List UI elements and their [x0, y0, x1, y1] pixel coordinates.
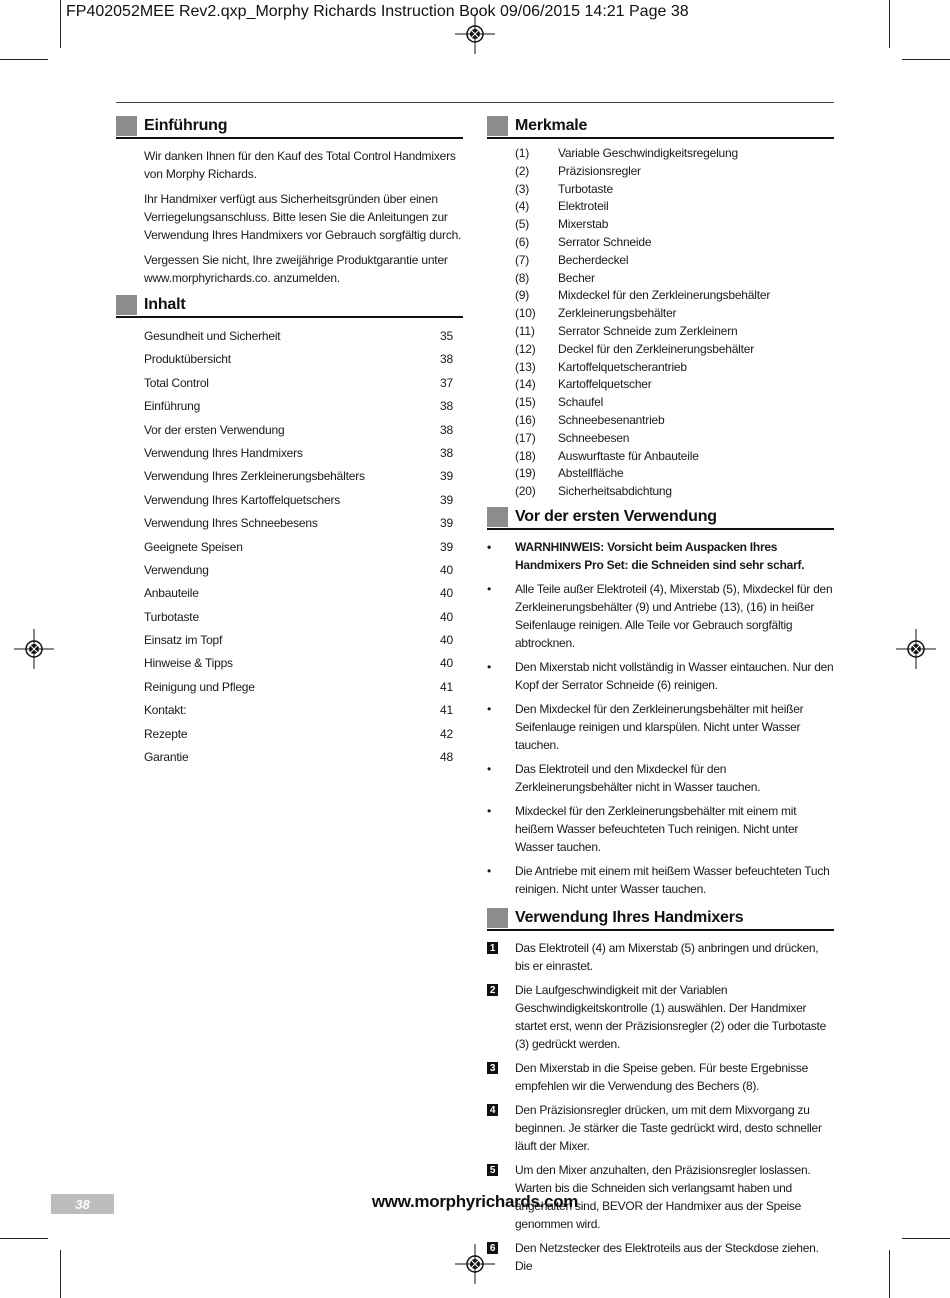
- registration-mark-icon: [896, 629, 936, 669]
- list-item: [487, 658, 834, 694]
- bullet-icon: •: [487, 581, 491, 596]
- section-title: Inhalt: [144, 296, 186, 313]
- step-number: 4: [487, 1104, 498, 1116]
- step-text: Den Mixerstab in die Speise geben. Für beste Ergebnisse empfehlen wir die Verwendung des Bechers (8).: [515, 1060, 809, 1093]
- intro-paragraph: Vergessen Sie nicht, Ihre zweijährige Produktgarantie unter www.morphyrichards.co. anzumelden.: [144, 253, 448, 285]
- step-text: Den Netzstecker des Elektroteils aus der Steckdose ziehen. Die: [515, 1240, 819, 1273]
- bullet-text: Den Mixerstab nicht vollständig in Wasser eintauchen. Nur den Kopf der Serrator Schneide (6) reinigen.: [515, 659, 834, 692]
- toc-label: Gesundheit und Sicherheit: [144, 329, 281, 343]
- bullet-icon: •: [487, 761, 491, 776]
- crop-mark: [0, 1238, 48, 1239]
- intro-paragraph: Wir danken Ihnen für den Kauf des Total Control Handmixers von Morphy Richards.: [144, 149, 456, 181]
- feature-row: [487, 431, 834, 449]
- toc-page: 38: [440, 422, 453, 437]
- heading-marker: [487, 908, 508, 928]
- toc-page: 38: [440, 399, 453, 414]
- toc-label: Hinweise & Tipps: [144, 656, 233, 671]
- toc-row: [116, 420, 463, 443]
- list-item: [487, 760, 834, 796]
- toc-label: Reinigung und Pflege: [144, 679, 255, 694]
- toc-page: 39: [440, 469, 453, 484]
- bullet-text: Mixdeckel für den Zerkleinerungsbehälter mit einem mit heißem Wasser befeuchteten Tuch reinigen. Nicht unter Wasser tauchen.: [515, 803, 799, 854]
- heading-marker: [487, 507, 508, 527]
- bullet-icon: •: [487, 803, 491, 818]
- feature-row: [487, 324, 834, 342]
- toc-row: [116, 537, 463, 560]
- list-item: [487, 700, 834, 754]
- bullet-text: Den Mixdeckel für den Zerkleinerungsbehälter mit heißer Seifenlauge reinigen und klarspülen. Nicht unter Wasser tauchen.: [515, 701, 804, 752]
- toc-label: Verwendung Ihres Kartoffelquetschers: [144, 492, 341, 507]
- feature-number: (10): [515, 306, 536, 321]
- toc-row: [116, 326, 463, 349]
- section-title: Vor der ersten Verwendung: [515, 507, 717, 525]
- step-item: [487, 981, 834, 1053]
- toc-row: [116, 490, 463, 513]
- steps-list: [487, 939, 834, 1275]
- toc-page: 39: [440, 492, 453, 507]
- feature-row: [487, 199, 834, 217]
- toc-row: [116, 373, 463, 396]
- feature-label: Schneebesenantrieb: [558, 412, 665, 427]
- feature-number: (9): [515, 288, 530, 303]
- feature-number: (17): [515, 430, 536, 445]
- feature-label: Abstellfläche: [558, 466, 624, 481]
- feature-row: [487, 484, 834, 502]
- feature-row: [487, 306, 834, 324]
- feature-number: (4): [515, 199, 530, 214]
- feature-label: Becherdeckel: [558, 252, 629, 267]
- toc-page: 40: [440, 633, 453, 648]
- intro-paragraph: Ihr Handmixer verfügt aus Sicherheitsgründen über einen Verriegelungsanschluss. Bitte lesen Sie die Anleitungen zur Verwendung Ihres Handmixers vor Gebrauch sorgfältig durch.: [144, 192, 462, 242]
- feature-number: (19): [515, 466, 536, 481]
- feature-row: [487, 342, 834, 360]
- feature-label: Turbotaste: [558, 181, 613, 196]
- feature-label: Variable Geschwindigkeitsregelung: [558, 146, 738, 160]
- feature-number: (18): [515, 448, 536, 463]
- toc-label: Produktübersicht: [144, 352, 231, 367]
- bullet-text: WARNHINWEIS: Vorsicht beim Auspacken Ihres Handmixers Pro Set: die Schneiden sind sehr scharf.: [515, 539, 805, 572]
- feature-label: Sicherheitsabdichtung: [558, 484, 672, 499]
- section-heading-merkmale: [487, 116, 834, 139]
- toc-page: 40: [440, 562, 453, 577]
- toc-row: [116, 747, 463, 770]
- section-title: Verwendung Ihres Handmixers: [515, 908, 744, 926]
- feature-row: [487, 271, 834, 289]
- toc-page: 41: [440, 679, 453, 694]
- toc-page: 37: [440, 375, 453, 390]
- section-title: Merkmale: [515, 117, 588, 134]
- section-title: Einführung: [144, 117, 228, 134]
- step-number: 6: [487, 1242, 498, 1254]
- feature-row: [487, 182, 834, 200]
- crop-mark: [889, 0, 890, 48]
- toc-row: [116, 396, 463, 419]
- heading-marker: [116, 295, 137, 315]
- feature-row: [487, 377, 834, 395]
- list-item: [487, 802, 834, 856]
- preparation-list: [487, 538, 834, 898]
- page-number: 38: [51, 1194, 114, 1214]
- list-item: [487, 862, 834, 898]
- registration-mark-icon: [14, 629, 54, 669]
- toc-row: [116, 443, 463, 466]
- toc-row: [116, 583, 463, 606]
- section-heading-einfuehrung: [116, 116, 463, 139]
- toc-label: Einführung: [144, 399, 201, 414]
- toc-label: Anbauteile: [144, 586, 199, 601]
- feature-number: (15): [515, 395, 536, 410]
- feature-label: Becher: [558, 270, 595, 285]
- toc-label: Verwendung Ihres Zerkleinerungsbehälters: [144, 469, 365, 484]
- toc-page: 40: [440, 586, 453, 601]
- feature-number: (2): [515, 163, 530, 178]
- toc-page: 39: [440, 516, 453, 531]
- step-item: [487, 1239, 834, 1275]
- step-number: 3: [487, 1062, 498, 1074]
- crop-mark: [889, 1250, 890, 1298]
- toc-label: Verwendung Ihres Schneebesens: [144, 516, 318, 531]
- feature-label: Serrator Schneide: [558, 234, 652, 249]
- feature-label: Mixdeckel für den Zerkleinerungsbehälter: [558, 288, 771, 303]
- bullet-icon: •: [487, 863, 491, 878]
- print-header: FP402052MEE Rev2.qxp_Morphy Richards Instruction Book 09/06/2015 14:21 Page 38: [66, 3, 689, 20]
- features-list: [487, 146, 834, 502]
- step-text: Die Laufgeschwindigkeit mit der Variablen Geschwindigkeitskontrolle (1) auswählen. Der Handmixer startet erst, wenn der Präzisionsregler (2) oder die Turbotaste (3) gedrückt werden.: [515, 982, 827, 1051]
- feature-label: Auswurftaste für Anbauteile: [558, 448, 699, 463]
- step-item: [487, 939, 834, 975]
- feature-row: [487, 253, 834, 271]
- feature-label: Schneebesen: [558, 430, 630, 445]
- feature-row: [487, 217, 834, 235]
- feature-row: [487, 146, 834, 164]
- section-heading-verwendung-handmixer: [487, 908, 834, 931]
- toc-page: 48: [440, 750, 453, 765]
- feature-row: [487, 288, 834, 306]
- toc-row: [116, 677, 463, 700]
- step-number: 5: [487, 1164, 498, 1176]
- feature-number: (16): [515, 412, 536, 427]
- toc-label: Kontakt:: [144, 703, 187, 718]
- feature-label: Deckel für den Zerkleinerungsbehälter: [558, 341, 755, 356]
- feature-number: (1): [515, 146, 530, 160]
- feature-row: [487, 413, 834, 431]
- feature-number: (13): [515, 359, 536, 374]
- footer-url: www.morphyrichards.com: [371, 1192, 579, 1211]
- crop-mark: [0, 59, 48, 60]
- feature-label: Mixerstab: [558, 217, 609, 232]
- left-column: [116, 116, 463, 770]
- step-text: Um den Mixer anzuhalten, den Präzisionsregler loslassen. Warten bis die Schneiden sich verlangsamt haben und angehalten sind, BEVOR der Handmixer aus der Speise genommen wird.: [515, 1162, 811, 1231]
- feature-row: [487, 395, 834, 413]
- bullet-icon: •: [487, 701, 491, 716]
- toc-page: 40: [440, 609, 453, 624]
- bullet-text: Das Elektroteil und den Mixdeckel für den Zerkleinerungsbehälter nicht in Wasser tauchen.: [515, 761, 761, 794]
- bullet-text: Alle Teile außer Elektroteil (4), Mixerstab (5), Mixdeckel für den Zerkleinerungsbehälter (9) und Antriebe (13), (16) in heißer Seifenlauge reinigen. Alle Teile vor Gebrauch sorgfältig abtrocknen.: [515, 581, 833, 650]
- section-heading-vor-der-ersten-verwendung: [487, 507, 834, 530]
- section-heading-inhalt: [116, 295, 463, 318]
- feature-label: Präzisionsregler: [558, 163, 641, 178]
- feature-row: [487, 164, 834, 182]
- step-number: 1: [487, 942, 498, 954]
- feature-label: Kartoffelquetscher: [558, 377, 652, 392]
- toc-page: 39: [440, 539, 453, 554]
- step-item: [487, 1101, 834, 1155]
- registration-mark-icon: [455, 14, 495, 54]
- feature-number: (6): [515, 234, 530, 249]
- list-item: [487, 580, 834, 652]
- feature-number: (5): [515, 217, 530, 232]
- toc-page: 35: [440, 329, 453, 343]
- toc-row: [116, 630, 463, 653]
- feature-number: (3): [515, 181, 530, 196]
- toc-page: 38: [440, 445, 453, 460]
- toc-page: 40: [440, 656, 453, 671]
- bullet-icon: •: [487, 539, 491, 554]
- toc-label: Vor der ersten Verwendung: [144, 422, 285, 437]
- crop-mark: [60, 0, 61, 48]
- bullet-icon: •: [487, 659, 491, 674]
- feature-label: Zerkleinerungsbehälter: [558, 306, 677, 321]
- feature-number: (8): [515, 270, 530, 285]
- feature-number: (11): [515, 323, 535, 338]
- right-column: [487, 116, 834, 1281]
- toc-row: [116, 466, 463, 489]
- feature-number: (7): [515, 252, 530, 267]
- step-item: [487, 1059, 834, 1095]
- heading-marker: [116, 116, 137, 136]
- feature-label: Kartoffelquetscherantrieb: [558, 359, 687, 374]
- toc-page: 42: [440, 726, 453, 741]
- toc-label: Turbotaste: [144, 609, 199, 624]
- toc-label: Verwendung Ihres Handmixers: [144, 445, 303, 460]
- step-text: Den Präzisionsregler drücken, um mit dem Mixvorgang zu beginnen. Je stärker die Taste gedrückt wird, desto schneller läuft der Mixer.: [515, 1102, 822, 1153]
- toc-row: [116, 560, 463, 583]
- feature-label: Serrator Schneide zum Zerkleinern: [558, 323, 738, 338]
- toc-label: Einsatz im Topf: [144, 633, 223, 648]
- feature-label: Schaufel: [558, 395, 604, 410]
- toc-row: [116, 700, 463, 723]
- feature-number: (14): [515, 377, 536, 392]
- toc-row: [116, 607, 463, 630]
- warning-bullet: [487, 538, 834, 574]
- toc-page: 38: [440, 352, 453, 367]
- crop-mark: [902, 1238, 950, 1239]
- toc-row: [116, 513, 463, 536]
- feature-row: [487, 466, 834, 484]
- crop-mark: [60, 1250, 61, 1298]
- feature-number: (20): [515, 484, 536, 499]
- feature-row: [487, 449, 834, 467]
- feature-number: (12): [515, 341, 536, 356]
- top-rule: [116, 102, 834, 103]
- toc-row: [116, 349, 463, 372]
- table-of-contents: [116, 326, 463, 770]
- toc-label: Verwendung: [144, 562, 209, 577]
- heading-marker: [487, 116, 508, 136]
- step-number: 2: [487, 984, 498, 996]
- feature-label: Elektroteil: [558, 199, 609, 214]
- toc-label: Total Control: [144, 375, 209, 390]
- crop-mark: [902, 59, 950, 60]
- toc-row: [116, 724, 463, 747]
- toc-label: Geeignete Speisen: [144, 539, 243, 554]
- toc-row: [116, 653, 463, 676]
- step-text: Das Elektroteil (4) am Mixerstab (5) anbringen und drücken, bis er einrastet.: [515, 940, 819, 973]
- bullet-text: Die Antriebe mit einem mit heißem Wasser befeuchteten Tuch reinigen. Nicht unter Wasser tauchen.: [515, 863, 830, 896]
- toc-label: Rezepte: [144, 726, 188, 741]
- toc-page: 41: [440, 703, 453, 718]
- feature-row: [487, 235, 834, 253]
- feature-row: [487, 360, 834, 378]
- toc-label: Garantie: [144, 750, 189, 765]
